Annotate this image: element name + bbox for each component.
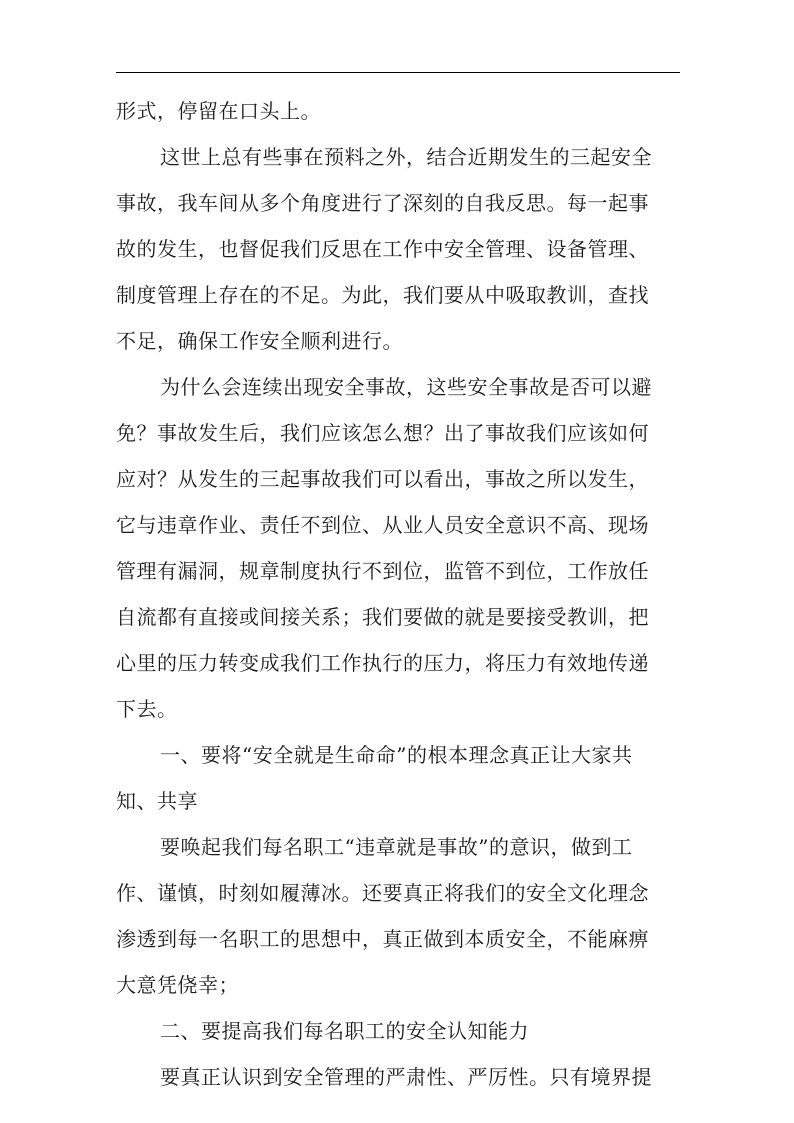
text-line: 大意凭侥幸； xyxy=(116,973,239,997)
document-body xyxy=(116,88,680,1100)
section-heading: 一、要将“安全就是生命命”的根本理念真正让大家共 xyxy=(160,743,633,767)
text-line: 这世上总有些事在预料之外，结合近期发生的三起安全 xyxy=(160,145,652,169)
text-line: 免？事故发生后，我们应该怎么想？出了事故我们应该如何 xyxy=(116,421,649,445)
text-line: 应对？从发生的三起事故我们可以看出，事故之所以发生， xyxy=(116,467,649,491)
text-line: 为什么会连续出现安全事故，这些安全事故是否可以避 xyxy=(160,375,652,399)
text-line: 故的发生，也督促我们反思在工作中安全管理、设备管理、 xyxy=(116,237,649,261)
text-line: 自流都有直接或间接关系；我们要做的就是要接受教训，把 xyxy=(116,605,649,629)
text-line: 不足，确保工作安全顺利进行。 xyxy=(116,329,403,353)
section-heading: 二、要提高我们每名职工的安全认知能力 xyxy=(160,1019,529,1043)
text-line: 心里的压力转变成我们工作执行的压力，将压力有效地传递 xyxy=(116,651,649,675)
section-heading: 知、共享 xyxy=(116,789,198,813)
text-line: 管理有漏洞，规章制度执行不到位，监管不到位，工作放任 xyxy=(116,559,649,583)
text-line: 渗透到每一名职工的思想中，真正做到本质安全，不能麻痹 xyxy=(116,927,649,951)
text-line: 它与违章作业、责任不到位、从业人员安全意识不高、现场 xyxy=(116,513,649,537)
text-line: 形式，停留在口头上。 xyxy=(116,99,321,123)
header-rule xyxy=(116,72,680,73)
text-line: 下去。 xyxy=(116,697,178,721)
text-line: 作、谨慎，时刻如履薄冰。还要真正将我们的安全文化理念 xyxy=(116,881,649,905)
text-line: 要真正认识到安全管理的严肃性、严厉性。只有境界提 xyxy=(160,1065,652,1089)
text-line: 事故，我车间从多个角度进行了深刻的自我反思。每一起事 xyxy=(116,191,649,215)
text-line: 制度管理上存在的不足。为此，我们要从中吸取教训，查找 xyxy=(116,283,649,307)
text-line: 要唤起我们每名职工“违章就是事故”的意识，做到工 xyxy=(160,835,633,859)
